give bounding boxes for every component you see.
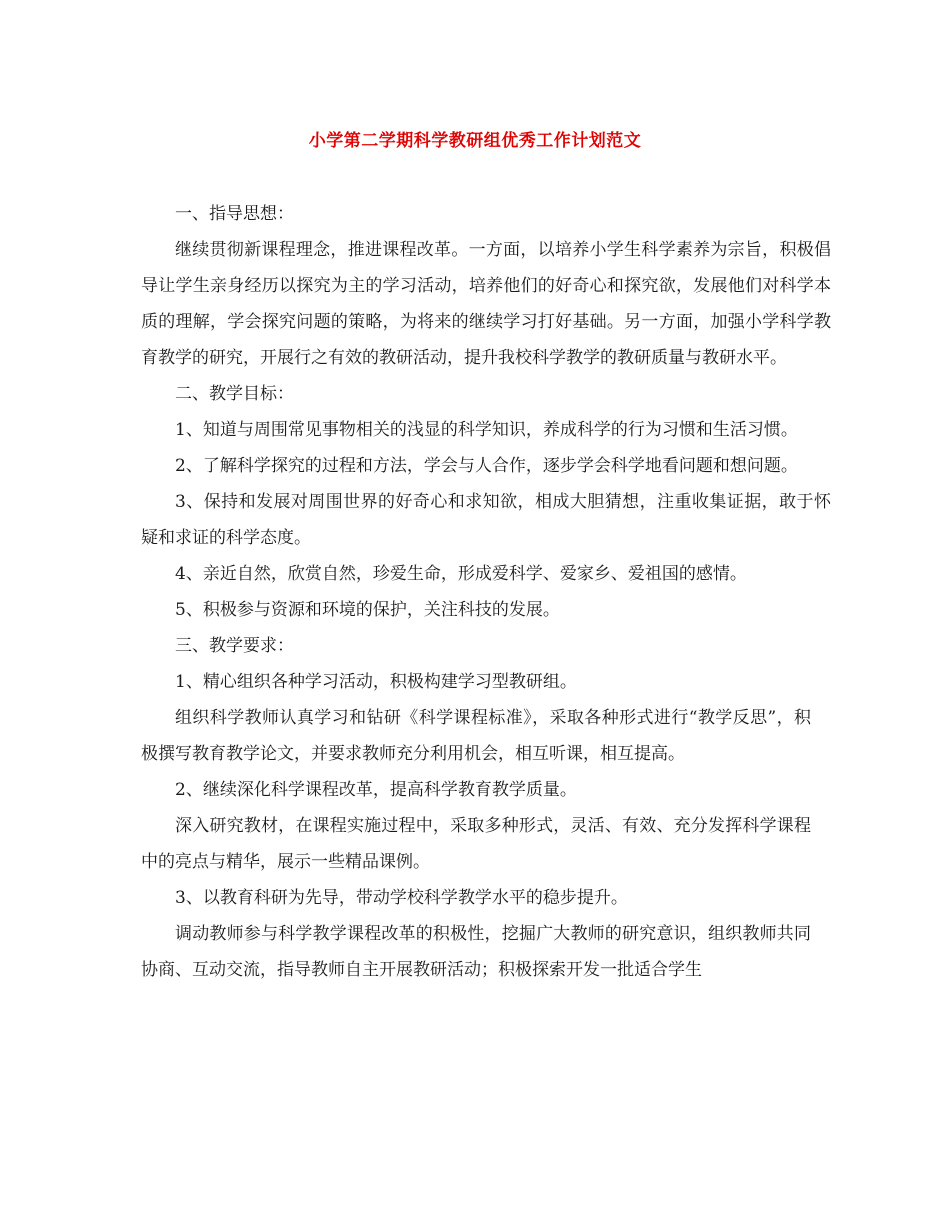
section-heading-teaching-goals: 二、教学目标： (175, 384, 294, 404)
goal-item-4: 4、亲近自然，欣赏自然，珍爱生命，形成爱科学、爱家乡、爱祖国的感情。 (175, 564, 747, 584)
document-body (141, 196, 831, 988)
requirement-paragraph-3: 调动教师参与科学教学课程改革的积极性，挖掘广大教师的研究意识，组织教师共同协商、互动交流，指导教师自主开展教研活动；积极探索开发一批适合学生 (141, 924, 811, 980)
section-heading-teaching-requirements: 三、教学要求： (175, 636, 294, 656)
requirement-item-3: 3、以教育科研为先导，带动学校科学教学水平的稳步提升。 (175, 888, 628, 908)
section-heading-guiding-ideology: 一、指导思想： (175, 204, 294, 224)
requirement-paragraph-1: 组织科学教师认真学习和钻研《科学课程标准》，采取各种形式进行“教学反思”，积极撰写教育教学论文，并要求教师充分利用机会，相互听课，相互提高。 (141, 708, 811, 764)
goal-item-5: 5、积极参与资源和环境的保护，关注科技的发展。 (175, 600, 560, 620)
requirement-item-2: 2、继续深化科学课程改革，提高科学教育教学质量。 (175, 780, 577, 800)
paragraph-guiding-ideology: 继续贯彻新课程理念，推进课程改革。一方面，以培养小学生科学素养为宗旨，积极倡导让学生亲身经历以探究为主的学习活动，培养他们的好奇心和探究欲，发展他们对科学本质的理解，学会探究问题的策略，为将来的继续学习打好基础。另一方面，加强小学科学教育教学的研究，开展行之有效的教研活动，提升我校科学教学的教研质量与教研水平。 (141, 240, 831, 368)
requirement-item-1: 1、精心组织各种学习活动，积极构建学习型教研组。 (175, 672, 577, 692)
document-title: 小学第二学期科学教研组优秀工作计划范文 (308, 131, 642, 151)
requirement-paragraph-2: 深入研究教材，在课程实施过程中，采取多种形式，灵活、有效、充分发挥科学课程中的亮点与精华，展示一些精品课例。 (141, 816, 811, 872)
goal-item-1: 1、知道与周围常见事物相关的浅显的科学知识，养成科学的行为习惯和生活习惯。 (175, 420, 798, 440)
goal-item-2: 2、了解科学探究的过程和方法，学会与人合作，逐步学会科学地看问题和想问题。 (175, 456, 798, 476)
goal-item-3: 3、保持和发展对周围世界的好奇心和求知欲，相成大胆猜想，注重收集证据，敢于怀疑和求证的科学态度。 (141, 492, 831, 548)
